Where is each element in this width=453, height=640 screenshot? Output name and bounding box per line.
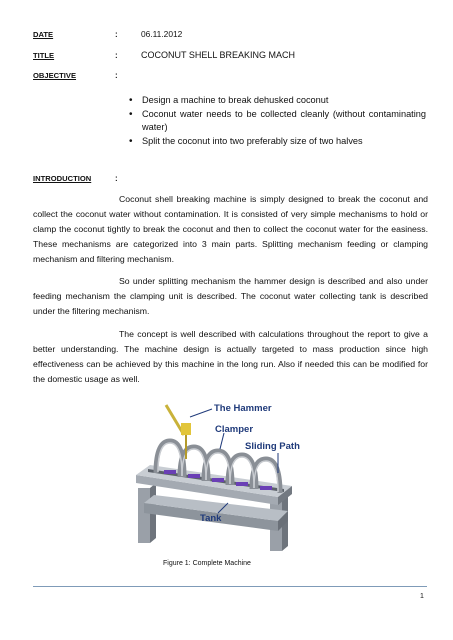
date-row xyxy=(33,29,182,39)
intro-paragraph-3: The concept is well described with calculations throughout the report to give a better understanding. The machine design is actually targeted to mass production since high effectiveness can be achieved by this machine in the long run. Also if needed this can be modified for the domestic usage as well. xyxy=(33,329,428,384)
intro-paragraph-1: Coconut shell breaking machine is simply designed to break the coconut and collect the coconut water without contamination. It is consisted of very simple mechanisms to hold or clamp the coconut tightly to break the coconut and then to collect the coconut water for the easiness. These mechanisms are categorized into 3 main parts. Splitting mechanism feeding or clamping mechanism and filtering mechanism. xyxy=(33,194,428,264)
title-row xyxy=(33,50,295,60)
label-sliding-path: Sliding Path xyxy=(245,441,300,452)
introduction-label: INTRODUCTION xyxy=(33,174,92,183)
objective-item: • Coconut water needs to be collected cleanly (without contaminating water) xyxy=(128,108,426,135)
date-value: 06.11.2012 xyxy=(141,29,183,39)
clamper-pad xyxy=(212,478,224,482)
objective-row xyxy=(33,71,141,80)
clamper-pad xyxy=(164,470,176,474)
objective-item: • Design a machine to break dehusked coconut xyxy=(128,94,426,108)
footer-divider xyxy=(33,586,427,587)
page-number: 1 xyxy=(420,593,424,600)
machine-figure xyxy=(128,393,303,553)
clamper-pad xyxy=(260,486,272,490)
machine-illustration xyxy=(128,393,303,553)
label-clamper: Clamper xyxy=(215,424,254,435)
hammer-head xyxy=(181,423,191,435)
date-label: DATE xyxy=(33,30,54,39)
title-colon: : xyxy=(115,51,118,60)
objective-list xyxy=(128,94,426,148)
introduction-row xyxy=(33,174,141,183)
machine-leg-left xyxy=(138,488,150,543)
objective-item: • Split the coconut into two preferably size of two halves xyxy=(128,135,426,149)
objective-colon: : xyxy=(115,71,118,80)
label-tank: Tank xyxy=(200,513,222,524)
introduction-colon: : xyxy=(115,174,118,183)
date-colon: : xyxy=(115,30,118,39)
objective-label: OBJECTIVE xyxy=(33,71,77,80)
figure-caption: Figure 1: Complete Machine xyxy=(163,560,251,567)
clamper-pad xyxy=(188,474,200,478)
title-label: TITLE xyxy=(33,51,55,60)
title-value: COCONUT SHELL BREAKING MACH xyxy=(141,50,296,60)
label-hammer: The Hammer xyxy=(214,403,272,414)
clamper-pad xyxy=(236,482,248,486)
intro-paragraph-2: So under splitting mechanism the hammer design is described and also under feeding mechanism the clamping unit is described. The coconut water collecting tank is described under the filtering mechanism. xyxy=(33,276,428,316)
